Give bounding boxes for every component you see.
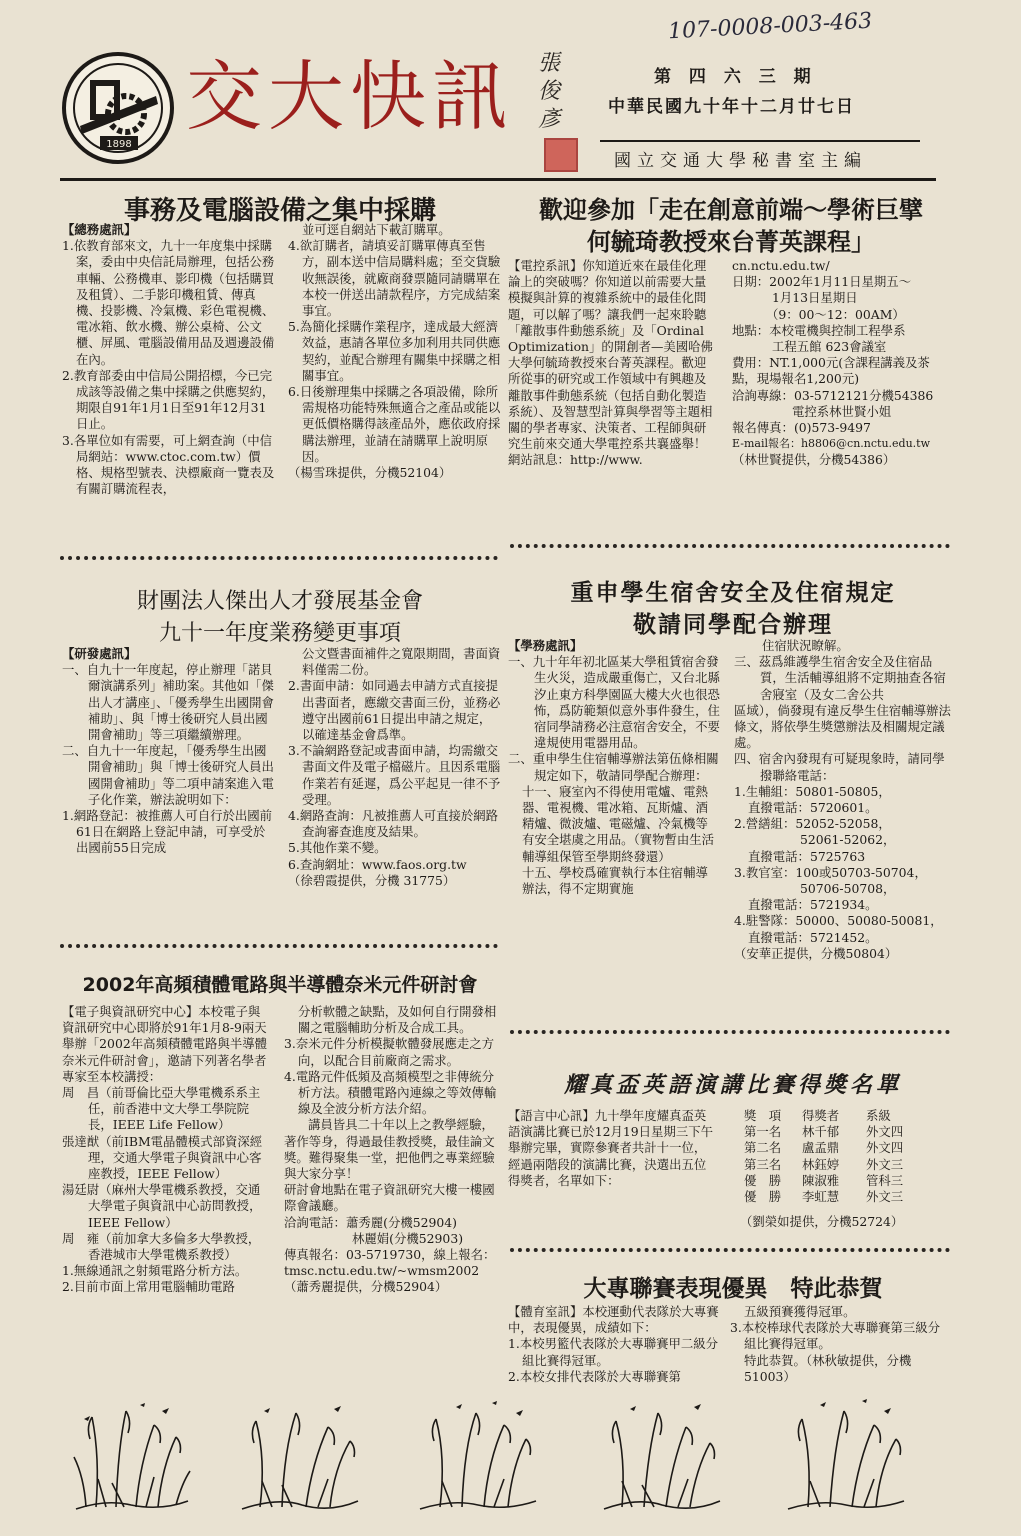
- divider-3: [60, 944, 498, 948]
- sports-article: [508, 1304, 954, 1386]
- seminar-article: [62, 1004, 502, 1384]
- seminar-topic-2-cont: 分析軟體之缺點，及如何自行開發相關之電腦輔助分析及合成工具。: [298, 1004, 497, 1036]
- divider-1: [60, 556, 498, 560]
- sports-item-2: 2.本校女排代表隊於大專聯賽第: [508, 1368, 681, 1384]
- dorm-item-3-cont: 區域），倘發現有違反學生住宿輔導辦法條文，將依學生獎懲辦法及相關規定議處。: [734, 702, 951, 751]
- course-title-line1: 歡迎參加「走在創意前端～學術巨擘: [539, 196, 923, 224]
- sports-item-1: 1.本校男籃代表隊於大專聯賽甲二級分組比賽得冠軍。: [508, 1336, 719, 1368]
- dorm-item-2: 二、重申學生住宿輔導辦法第伍條相關規定如下，敬請同學配合辦理：: [508, 751, 719, 783]
- speech-row-5-award: 優 勝: [744, 1189, 782, 1205]
- seminar-topic-4: 4.電路元件低頻及高頻模型之非傳統分析方法。積體電路內連線之等效傳輸線及全波分析方法介紹。: [284, 1068, 497, 1117]
- course-venue: 地點：本校電機與控制工程學系: [732, 322, 906, 338]
- course-time: （9：00～12：00AM）: [766, 306, 905, 322]
- foundation-title-line2: 九十一年度業務變更事項: [158, 621, 401, 646]
- foundation-sub-1-cont: 公文暨書面補件之寬限期間，書面資料僅需二份。: [302, 646, 501, 678]
- divider-5: [510, 1248, 950, 1252]
- seminar-phone-2: 林麗娟(分機52903): [352, 1230, 464, 1246]
- seminar-speakers-note: 講員皆具二十年以上之教學經驗，著作等身，得過最佳教授獎，最佳論文獎。難得聚集一堂，把他們之專業經驗與大家分享！: [284, 1117, 495, 1182]
- speech-row-3-award: 第三名: [744, 1156, 782, 1172]
- dorm-rule-11: 十一、寢室內不得使用電爐、電熱器、電視機、電冰箱、瓦斯爐、酒精爐、微波爐、電磁爐、冷氣機等有安全堪虞之用品。（實物暫由生活輔導組保管至學期終發還）: [522, 783, 715, 864]
- course-fee: 費用：NT.1,000元(含課程講義及茶點，現場報名1,200元): [732, 355, 930, 387]
- foundation-sub-2: 2.書面申請：如同過去申請方式直接提出書面者，應繳交書面三份，並務必遵守出國前61日提出申請之規定，以確達基金會爲準。: [288, 678, 501, 743]
- reed-illustration-1: [66, 1397, 196, 1515]
- course-url: cn.nctu.edu.tw/: [732, 258, 830, 273]
- issue-number: 第 四 六 三 期: [654, 67, 817, 87]
- red-seal-stamp: [544, 138, 578, 172]
- foundation-sub-4: 4.網路查詢：凡被推薦人可直接於網路查詢審查進度及結果。: [288, 808, 499, 840]
- archive-number: 107-0008-003-463: [667, 8, 873, 45]
- foundation-source: 【研發處訊】: [62, 646, 137, 661]
- sports-item-2-cont: 五級預賽獲得冠軍。: [744, 1304, 856, 1319]
- speech-col-winner: 得獎者: [802, 1108, 840, 1123]
- reed-illustration-4: [596, 1397, 726, 1515]
- speech-col-award: 獎 項: [744, 1108, 782, 1123]
- dorm-rule-15-cont: 住宿狀況瞭解。: [762, 638, 849, 653]
- dorm-credit: （安華正提供，分機50804）: [734, 945, 898, 961]
- procurement-item-4: 4.欲訂購者，請填妥訂購單傳真至售方，副本送中信局購料處；至交貨驗收無誤後，就廠商發票隨同請購單在本校一併送出請款程序，方完成結案事宜。: [288, 238, 501, 319]
- seminar-title: 2002年高頻積體電路與半導體奈米元件研討會: [82, 974, 478, 996]
- seminar-topic-1: 1.無線通訊之射頻電路分析方法。: [62, 1263, 248, 1279]
- dorm-source: 【學務處訊】: [508, 638, 583, 653]
- foundation-item-2: 二、自九十一年度起，「優秀學生出國開會補助」與「博士後研究人員出國開會補助」等二項申請案進入電子化作業，辦法說明如下：: [62, 743, 274, 807]
- sports-title: 大專聯賽表現優異 特此恭賀: [583, 1276, 883, 1302]
- seminar-speaker-4: 周 雍（前加拿大多倫多大學教授，香港城市大學電機系教授）: [62, 1230, 261, 1263]
- course-phone: 洽詢專線：03-5712121分機54386: [732, 387, 934, 403]
- dorm-phone-1: 1.生輔組：50801-50805，: [734, 783, 891, 799]
- foundation-sub-6: 6.查詢網址：www.faos.org.tw: [288, 856, 467, 872]
- divider-4: [510, 1030, 950, 1034]
- course-email: E-mail報名：h8806@cn.nctu.edu.tw: [732, 437, 931, 451]
- speech-credit-text: （劉榮如提供，分機52724）: [740, 1214, 904, 1229]
- foundation-sub-1: 1.網路登記：被推薦人可自行於出國前61日在網路上登記申請，可享受於出國前55日完成: [62, 808, 273, 856]
- seminar-intro: 【電子與資訊研究中心】本校電子與資訊研究中心即將於91年1月8-9兩天舉辦「2002年高頻積體電路與半導體奈米元件研討會」，邀請下列著名學者專家至本校講授：: [62, 1004, 268, 1084]
- speech-title: 耀真盃英語演講比賽得獎名單: [563, 1073, 902, 1098]
- dorm-title-line1: 重申學生宿舍安全及住宿規定: [570, 580, 896, 606]
- course-title-line2: 何毓琦教授來台菁英課程」: [587, 228, 875, 256]
- masthead-title: 交大快訊: [186, 52, 514, 141]
- procurement-item-3: 3.各單位如有需要，可上網查詢（中信局網站：www.ctoc.com.tw）價格、規格型號表、決標廠商一覽表及有關訂購流程表，: [62, 432, 275, 497]
- dorm-phone-2-direct: 直撥電話：5725763: [748, 848, 866, 864]
- university-emblem: [60, 50, 176, 166]
- speech-row-1-winner: 林千郁: [802, 1124, 840, 1140]
- foundation-item-1: 一、自九十一年度起，停止辦理「諾貝爾演講系列」補助案。其他如「傑出人才講座」、「優秀學生出國開會補助」、與「博士後研究人員出國開會補助」等三項繼續辦理。: [62, 662, 274, 743]
- procurement-item-3-cont: 並可逕自網站下載訂購單。: [302, 222, 451, 237]
- dorm-phone-3: 3.教官室：100或50703-50704，: [734, 864, 927, 880]
- sports-intro: 【體育室訊】本校運動代表隊於大專賽中，表現優異，成績如下：: [508, 1304, 719, 1336]
- dorm-phone-1-direct: 直撥電話：5720601。: [748, 800, 878, 816]
- foundation-article: [62, 646, 502, 926]
- speech-col-dept: 系級: [866, 1108, 891, 1123]
- foundation-sub-3: 3.不論網路登記或書面申請，均需繳交書面文件及電子檔磁片。且因系電腦作業若有延遲，爲公平起見一律不予受理。: [288, 743, 501, 807]
- dorm-title-line2: 敬請同學配合辦理: [633, 612, 833, 638]
- speech-row-2-award: 第二名: [744, 1140, 782, 1156]
- foundation-title-line1: 財團法人傑出人才發展基金會: [136, 589, 423, 614]
- speech-intro: 【語言中心訊】九十學年度耀真盃英語演講比賽已於12月19日星期三下午舉辦完畢，實際參賽者共計十一位，經過兩階段的演講比賽，決選出五位得獎者，名單如下：: [508, 1108, 714, 1188]
- foundation-credit: （徐碧霞提供，分機 31775）: [288, 872, 456, 888]
- seminar-credit: （蕭秀麗提供，分機52904）: [284, 1279, 448, 1295]
- procurement-source: 【總務處訊】: [62, 222, 137, 237]
- speech-row-4-dept: 管科三: [866, 1172, 904, 1188]
- course-body: 【電控系訊】你知道近來在最佳化理論上的突破嗎？你知道以前需要大量模擬與計算的複雜系統中的最佳化問題，可以解了嗎？讓我們一起來聆聽「離散事件動態系統」及「Ordinal Optimization」的開創者—美國哈佛大學何毓琦教授來台菁英課程。歡迎所從事的研究或工作領域中有興趣及離散事件動態系統（包括自動化製造系統）、及智慧型計算與學習等主題相關的學者專家、決策者、工程師與研究生前來交通大學電控系共襄盛舉！網站訊息：http://www.: [508, 258, 713, 468]
- seminar-registration: 傳真報名：03-5719730，線上報名：tmsc.nctu.edu.tw/~wmsm2002: [284, 1247, 496, 1279]
- speech-row-2-dept: 外文四: [866, 1140, 904, 1156]
- speech-row-4-award: 優 勝: [744, 1172, 782, 1188]
- reed-illustration-3: [412, 1397, 542, 1515]
- dorm-item-1: 一、九十年年初北區某大學租賃宿舍發生火災，造成嚴重傷亡，又台北縣汐止東方科學園區大樓大火也很恐怖，爲防範類似意外事件發生，住宿同學請務必注意宿舍安全，不要違規使用電器用品。: [508, 654, 720, 751]
- speech-row-4-winner: 陳淑雅: [802, 1172, 840, 1188]
- procurement-item-5: 5.為簡化採購作業程序，達成最大經濟效益，惠請各單位多加利用共同供應契約，並配合辦理有關集中採購之相關事宜。: [288, 319, 501, 383]
- speech-row-5-winner: 李虹慧: [802, 1189, 840, 1205]
- seminar-phone-1: 洽詢電話：蕭秀麗(分機52904): [284, 1214, 457, 1230]
- speech-row-1-award: 第一名: [744, 1124, 782, 1140]
- reed-illustration-5: [780, 1397, 910, 1515]
- publisher: 國立交通大學秘書室主編: [614, 151, 867, 171]
- dorm-phone-3-direct: 直撥電話：5721934。: [748, 897, 878, 913]
- issue-date: 中華民國九十年十二月廿七日: [608, 97, 855, 117]
- dorm-phone-2: 2.營繕組：52052-52058，: [734, 816, 891, 832]
- dorm-rule-15: 十五、學校爲確實執行本住宿輔導辦法，得不定期實施: [522, 864, 708, 897]
- speech-body: [508, 1108, 716, 1189]
- dorm-item-3: 三、茲爲維護學生宿舍安全及住宿品質，生活輔導組將不定期抽查各宿舍寢室（及女二舍公共: [734, 654, 946, 702]
- sports-item-3: 3.本校棒球代表隊於大專聯賽第三級分組比賽得冠軍。: [730, 1320, 941, 1352]
- procurement-item-6: 6.日後辦理集中採購之各項設備，除所需規格功能特殊無適合之產品或能以更低價格購得該產品外，應依政府採購法辦理，並請在請購單上說明原因。: [288, 384, 501, 464]
- dorm-item-4: 四、宿舍內發現有可疑現象時，請同學撥聯絡電話：: [734, 751, 945, 783]
- speech-credit: [740, 1214, 940, 1230]
- speech-row-3-winner: 林鈺婷: [802, 1156, 840, 1172]
- sports-credit: 特此恭賀。（林秋敏提供，分機51003）: [744, 1352, 912, 1384]
- seminar-speaker-3: 湯廷尉（麻州大學電機系教授，交通大學電子與資訊中心訪問教授，IEEE Fellow）: [62, 1182, 262, 1230]
- dorm-phone-4: 4.駐警隊：50000、50080-50081，: [734, 913, 943, 929]
- course-credit: （林世賢提供，分機54386）: [732, 452, 896, 468]
- speech-prize-table: [744, 1108, 916, 1205]
- speech-row-3-dept: 外文三: [866, 1156, 904, 1172]
- dorm-article: [508, 638, 954, 1008]
- procurement-article: [62, 222, 502, 540]
- procurement-item-1: 1.依教育部來文，九十一年度集中採購案，委由中央信託局辦理，包括公務車輛、公務機車、影印機（包括購買及租賃）、二手影印機租賃、傳真機、投影機、冷氣機、彩色電視機、電冰箱、飲水機、辦公桌椅、公文櫃、屏風、電腦設備用品及週邊設備在內。: [62, 238, 275, 367]
- procurement-title: 事務及電腦設備之集中採購: [123, 196, 436, 226]
- seminar-topic-2: 2.目前市面上常用電腦輔助電路: [62, 1279, 235, 1295]
- seminar-topic-3: 3.奈米元件分析模擬軟體發展應走之方向，以配合目前廠商之需求。: [284, 1036, 495, 1068]
- procurement-item-2: 2.教育部委由中信局公開招標，今已完成該等設備之集中採購之供應契約，期限自91年1月1日至91年12月31日止。: [62, 367, 275, 432]
- masthead-rule: [600, 140, 920, 142]
- seminar-venue: 研討會地點在電子資訊研究大樓一樓國際會議廳。: [284, 1182, 495, 1214]
- course-fax: 報名傳真：(0)573-9497: [732, 420, 871, 436]
- calligrapher-signature: 張俊彥: [538, 51, 561, 132]
- course-date-end: 1月13日星期日: [772, 290, 858, 306]
- seminar-speaker-1: 周 昌（前哥倫比亞大學電機系系主任，前香港中文大學工學院院長，IEEE Life Fellow）: [62, 1085, 261, 1133]
- foundation-sub-5: 5.其他作業不變。: [288, 840, 387, 856]
- seminar-speaker-2: 張達猷（前IBM電晶體模式部資深經理，交通大學電子與資訊中心客座教授，IEEE Fellow）: [62, 1133, 263, 1182]
- procurement-credit: （楊雪珠提供，分機52104）: [288, 465, 452, 481]
- speech-row-1-dept: 外文四: [866, 1124, 904, 1140]
- dorm-phone-3-ext: 50706-50708，: [800, 881, 896, 897]
- course-venue-room: 工程五館 623會議室: [772, 339, 887, 355]
- course-contact: 電控系林世賢小姐: [792, 403, 892, 419]
- speech-row-5-dept: 外文三: [866, 1189, 904, 1205]
- dorm-phone-2-ext: 52061-52062，: [800, 832, 896, 848]
- course-date: 日期：2002年1月11日星期五～: [732, 274, 912, 290]
- masthead-bottom-rule: [60, 178, 936, 181]
- course-article: [508, 258, 948, 528]
- reed-illustration-2: [234, 1397, 364, 1515]
- emblem-year: 1898: [106, 139, 132, 150]
- speech-row-2-winner: 盧孟鼎: [802, 1140, 840, 1156]
- divider-2: [510, 544, 950, 548]
- dorm-phone-4-direct: 直撥電話：5721452。: [748, 929, 878, 945]
